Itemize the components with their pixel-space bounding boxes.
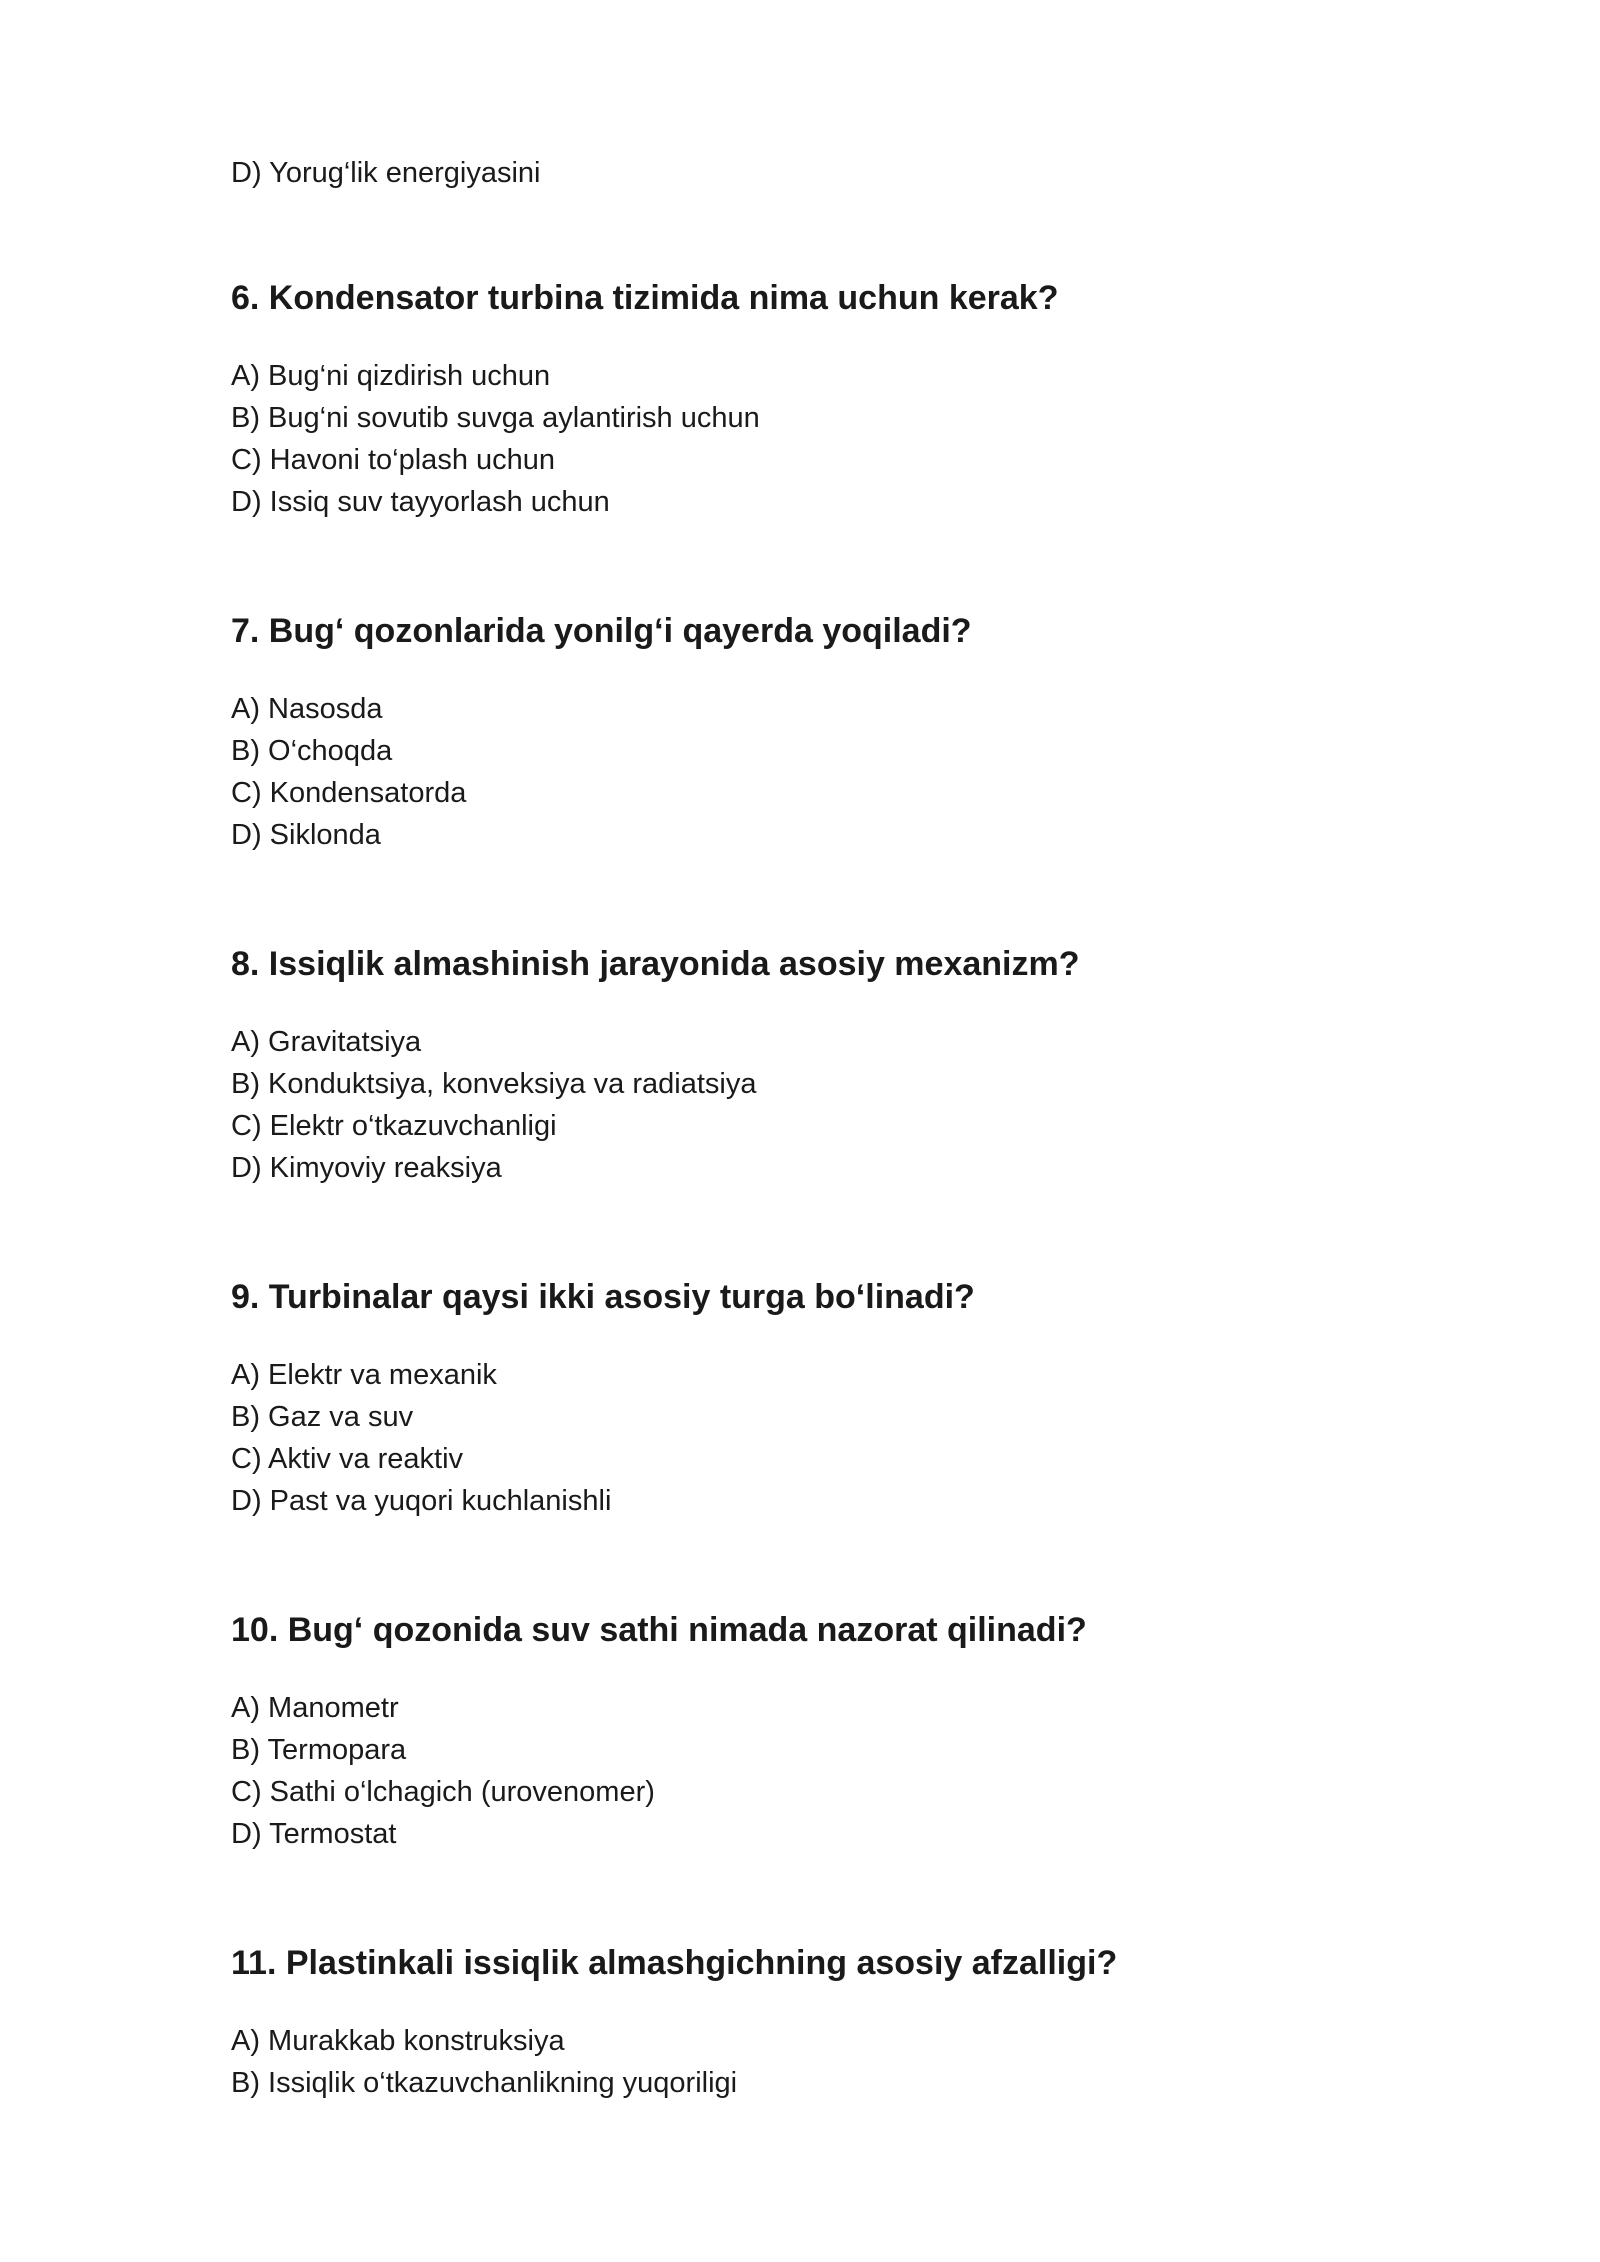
option-a: A) Nasosda — [231, 693, 383, 725]
question-title: 11. Plastinkali issiqlik almashgichning asosiy afzalligi? — [231, 1944, 1118, 1982]
option-c: C) Aktiv va reaktiv — [231, 1443, 464, 1475]
question-title: 9. Turbinalar qaysi ikki asosiy turga bo‘linadi? — [231, 1278, 975, 1316]
option-c: C) Elektr o‘tkazuvchanligi — [231, 1110, 557, 1142]
option-a: A) Murakkab konstruksiya — [231, 2025, 565, 2057]
options-list — [231, 2020, 1431, 2104]
option-c: C) Kondensatorda — [231, 777, 467, 809]
options-list — [231, 688, 1431, 856]
option-d: D) Kimyoviy reaksiya — [231, 1152, 502, 1184]
option-d: D) Issiq suv tayyorlash uchun — [231, 486, 610, 518]
options-list — [231, 1354, 1431, 1522]
option-c: C) Havoni to‘plash uchun — [231, 444, 556, 476]
options-list — [231, 1021, 1431, 1189]
question-6 — [231, 276, 1431, 523]
option-a: A) Gravitatsiya — [231, 1026, 422, 1058]
option-b: B) Termopara — [231, 1734, 407, 1766]
option-b: B) Konduktsiya, konveksiya va radiatsiya — [231, 1068, 757, 1100]
option-d: D) Past va yuqori kuchlanishli — [231, 1485, 612, 1517]
option-q5-d: D) Yorug‘lik energiyasini — [231, 157, 541, 189]
question-title: 10. Bug‘ qozonida suv sathi nimada nazorat qilinadi? — [231, 1611, 1087, 1649]
option-b: B) Issiqlik o‘tkazuvchanlikning yuqoriligi — [231, 2067, 738, 2099]
question-9 — [231, 1275, 1431, 1522]
question-10 — [231, 1608, 1431, 1855]
option-d: D) Termostat — [231, 1818, 397, 1850]
option-b: B) Gaz va suv — [231, 1401, 414, 1433]
options-list — [231, 1687, 1431, 1855]
options-list — [231, 355, 1431, 523]
question-11 — [231, 1941, 1431, 2104]
option-c: C) Sathi o‘lchagich (urovenomer) — [231, 1776, 655, 1808]
question-title: 7. Bug‘ qozonlarida yonilg‘i qayerda yoqiladi? — [231, 612, 972, 650]
question-title: 8. Issiqlik almashinish jarayonida asosiy mexanizm? — [231, 945, 1080, 983]
option-d: D) Siklonda — [231, 819, 381, 851]
option-a: A) Elektr va mexanik — [231, 1359, 497, 1391]
option-b: B) Bug‘ni sovutib suvga aylantirish uchun — [231, 402, 760, 434]
option-b: B) O‘choqda — [231, 735, 393, 767]
question-title: 6. Kondensator turbina tizimida nima uchun kerak? — [231, 279, 1059, 317]
option-a: A) Manometr — [231, 1692, 399, 1724]
question-8 — [231, 942, 1431, 1189]
question-7 — [231, 609, 1431, 856]
option-a: A) Bug‘ni qizdirish uchun — [231, 360, 551, 392]
